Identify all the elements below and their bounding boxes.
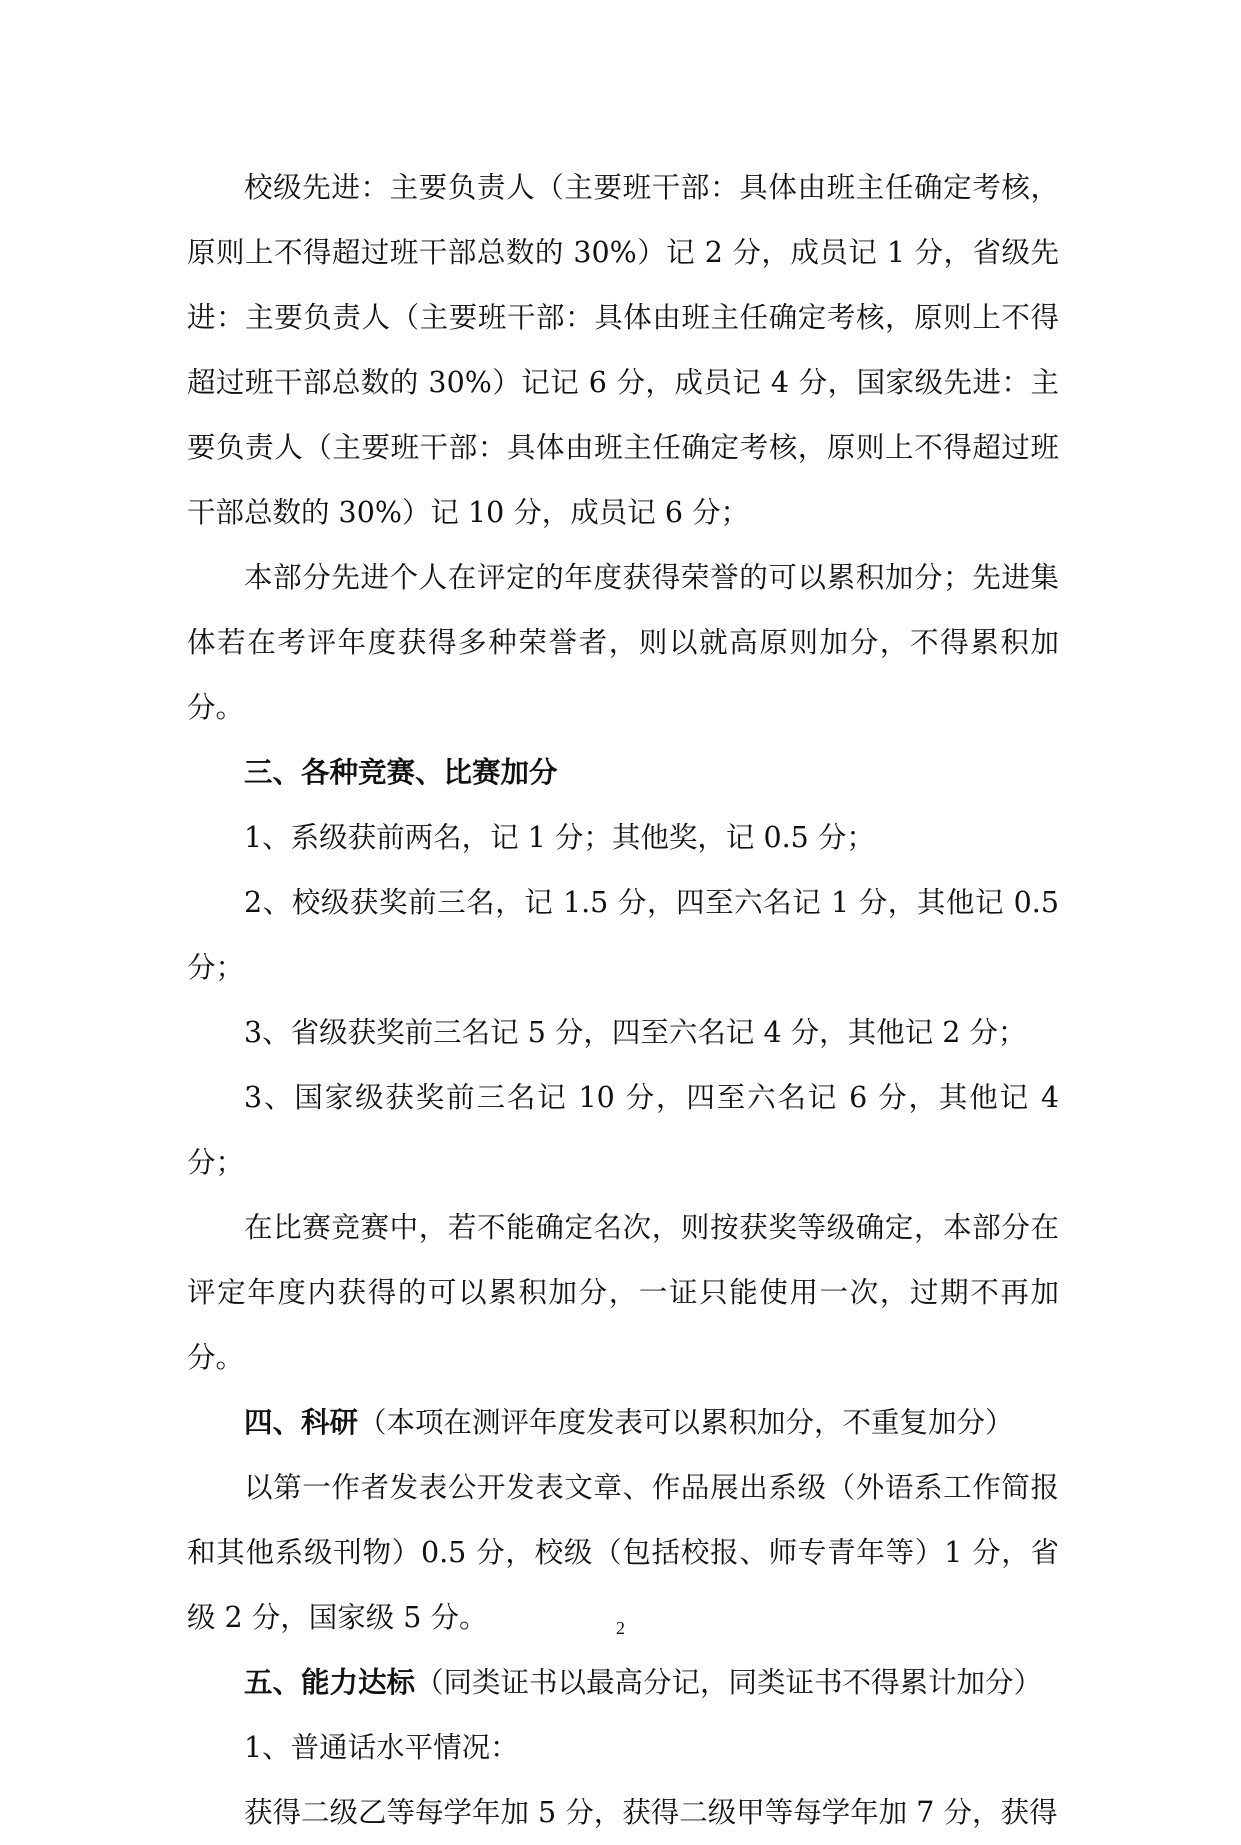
section-heading-ability-standards-note: （同类证书以最高分记，同类证书不得累计加分） xyxy=(415,1666,1043,1699)
paragraph-competition-rule: 在比赛竞赛中，若不能确定名次，则按获奖等级确定，本部分在评定年度内获得的可以累积加分，一证只能使用一次，过期不再加分。 xyxy=(187,1211,1059,1374)
document-body xyxy=(187,155,1059,1845)
paragraph-research-scoring: 以第一作者发表公开发表文章、作品展出系级（外语系工作简报和其他系级刊物）0.5 分，校级（包括校报、师专青年等）1 分，省级 2 分，国家级 5 分。 xyxy=(187,1471,1059,1634)
section-heading-research-title: 四、科研 xyxy=(244,1405,359,1439)
section-heading-competitions xyxy=(187,740,1059,805)
section-heading-ability-standards xyxy=(187,1650,1059,1715)
section-heading-research-note: （本项在测评年度发表可以累积加分，不重复加分） xyxy=(358,1406,1014,1439)
paragraph-mandarin-scoring: 获得二级乙等每学年加 5 分，获得二级甲等每学年加 7 分，获得 xyxy=(244,1796,1058,1829)
section-heading-ability-standards-title: 五、能力达标 xyxy=(244,1665,416,1699)
list-item-department-level: 1、系级获前两名，记 1 分；其他奖，记 0.5 分； xyxy=(244,821,875,854)
list-item-provincial-level: 3、省级获奖前三名记 5 分，四至六名记 4 分，其他记 2 分； xyxy=(244,1016,1027,1049)
section-heading-competitions-title: 三、各种竞赛、比赛加分 xyxy=(244,755,558,789)
paragraph-cumulative-honors-rule: 本部分先进个人在评定的年度获得荣誉的可以累积加分；先进集体若在考评年度获得多种荣誉者，则以就高原则加分，不得累积加分。 xyxy=(187,561,1059,724)
section-heading-research xyxy=(187,1390,1059,1455)
list-item-mandarin-level: 1、普通话水平情况： xyxy=(244,1731,519,1764)
page-number: 2 xyxy=(616,1618,625,1638)
list-item-school-level: 2、校级获奖前三名，记 1.5 分，四至六名记 1 分，其他记 0.5 分； xyxy=(187,886,1059,984)
paragraph-school-advanced-scoring: 校级先进：主要负责人（主要班干部：具体由班主任确定考核，原则上不得超过班干部总数的 30%）记 2 分，成员记 1 分，省级先进：主要负责人（主要班干部：具体由班主任确定考核，原则上不得超过班干部总数的 30%）记记 6 分，成员记 4 分，国家级先进：主要负责人（主要班干部：具体由班主任确定考核，原则上不得超过班干部总数的 30%）记 10 分，成员记 6 分； xyxy=(187,171,1059,529)
list-item-national-level: 3、国家级获奖前三名记 10 分，四至六名记 6 分，其他记 4 分； xyxy=(187,1081,1059,1179)
